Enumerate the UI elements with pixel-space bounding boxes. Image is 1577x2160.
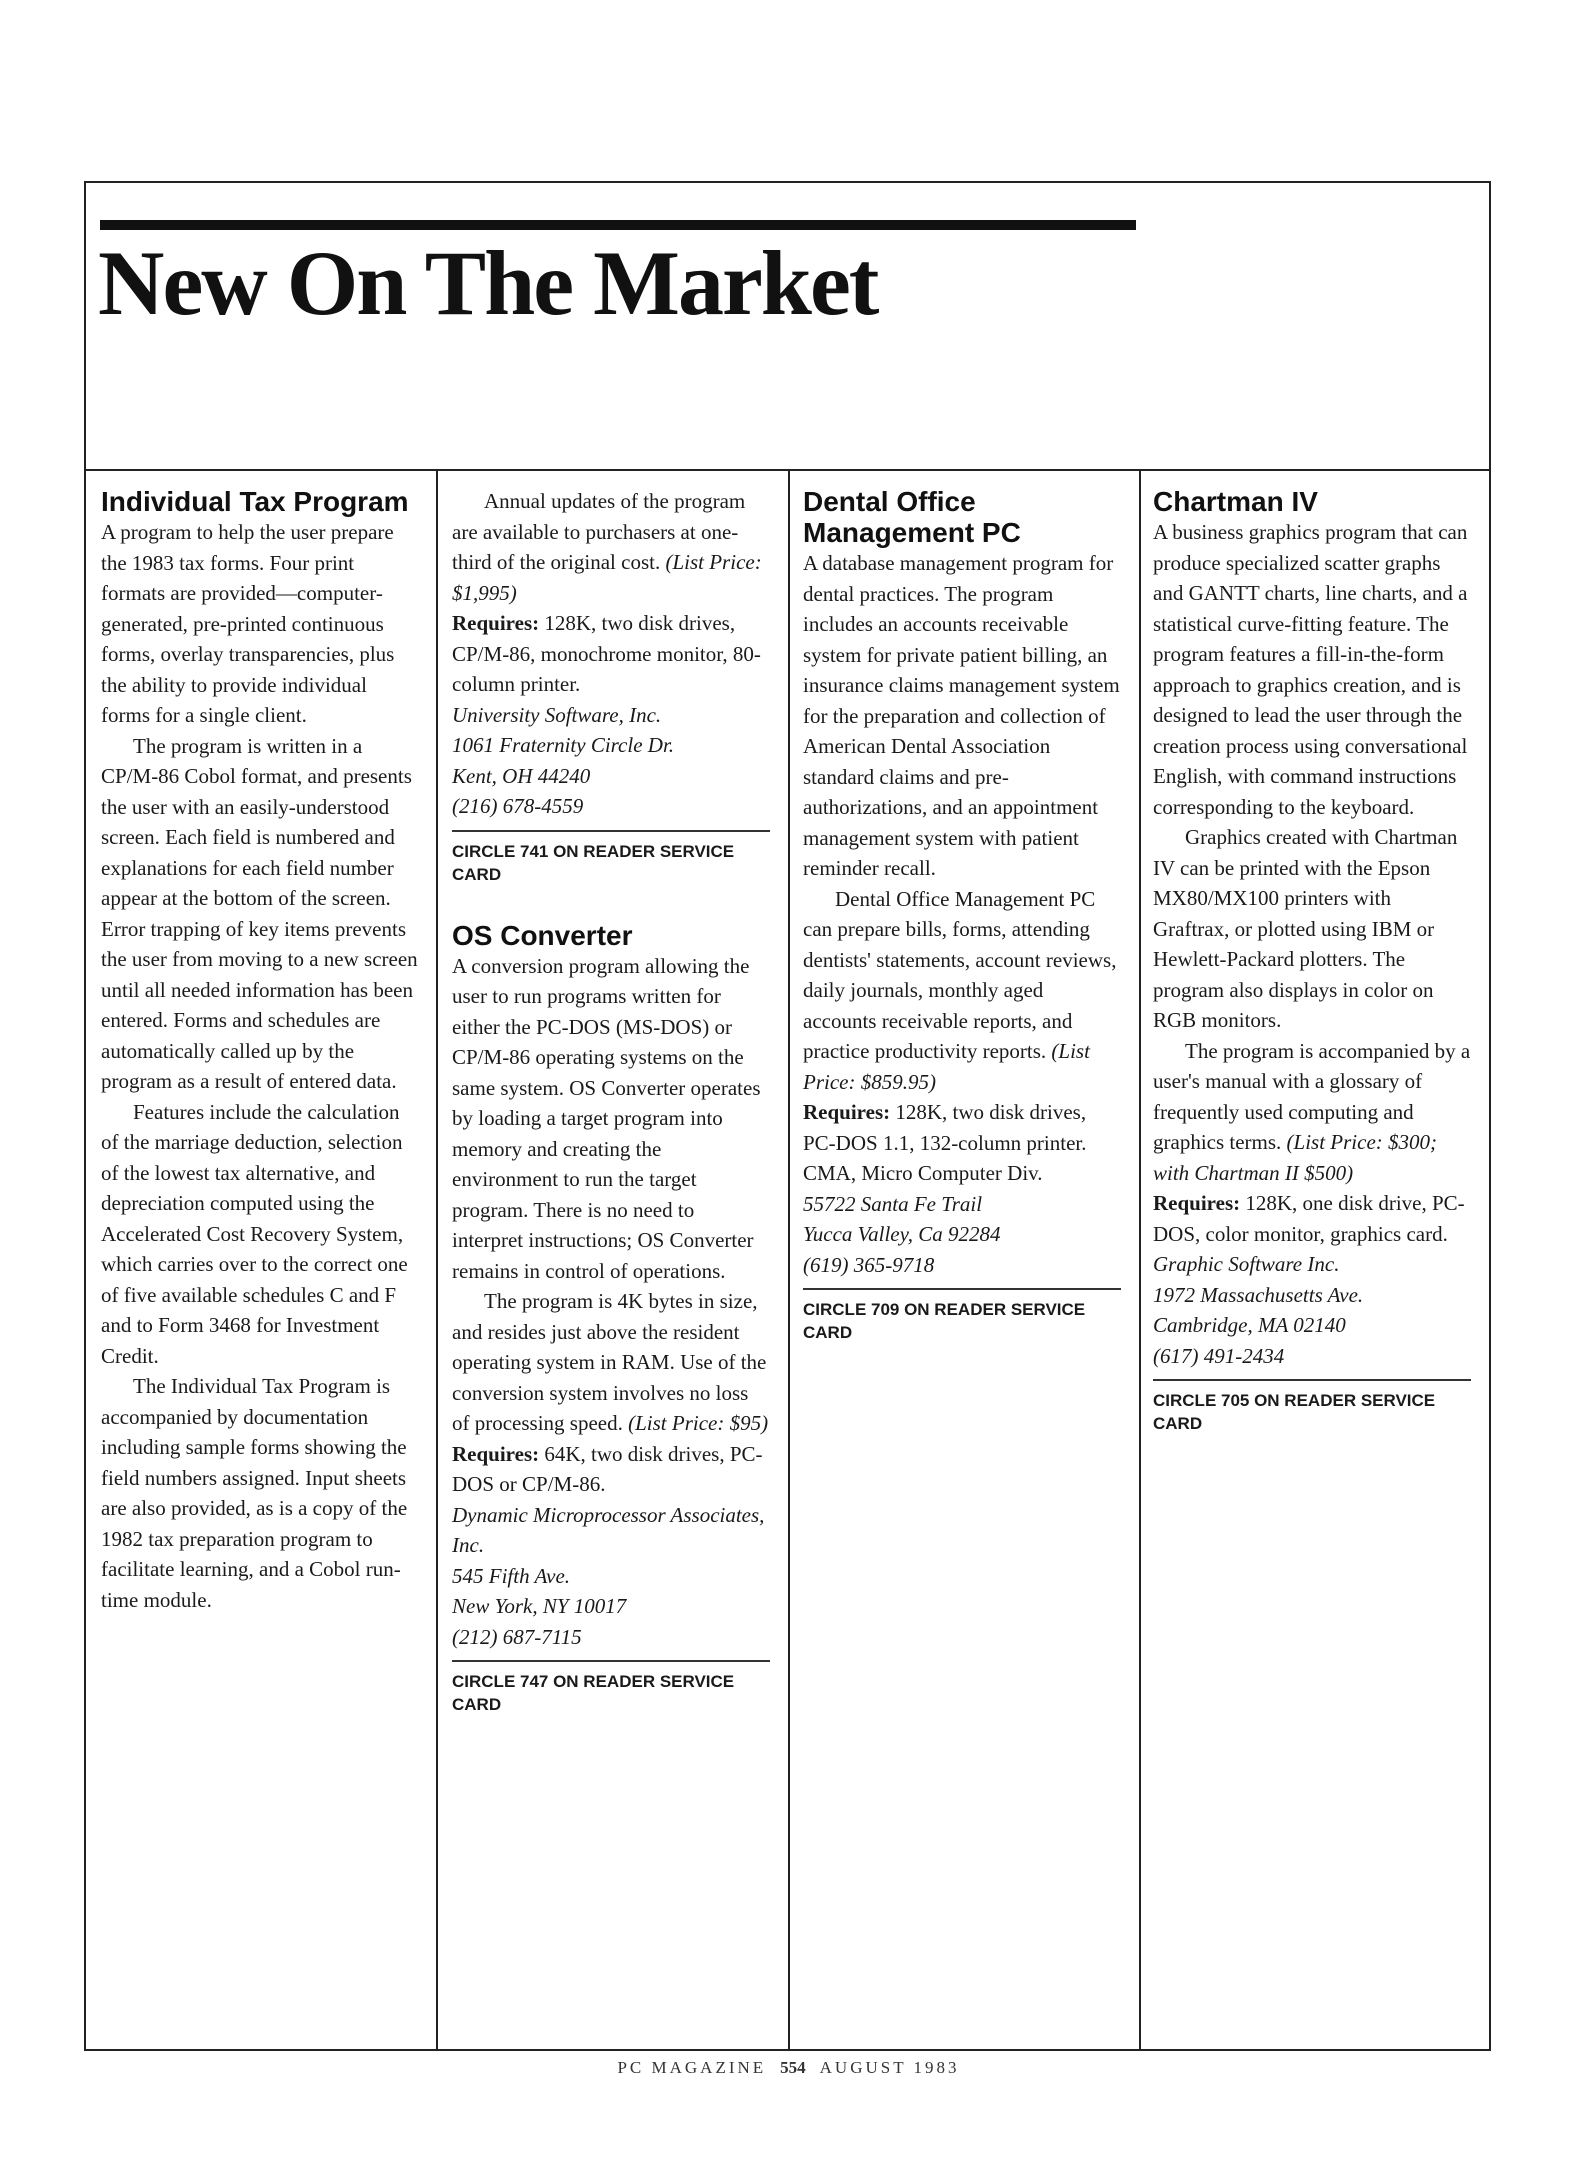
vendor-phone: (216) 678-4559 — [452, 794, 584, 818]
list-price: (List Price: $1,995) — [452, 550, 762, 605]
column-divider — [788, 471, 790, 2051]
article-paragraph: Graphics created with Chartman IV can be printed with the Epson MX80/MX100 printers with Graftrax, or plotted using IBM or Hewlett-Packard plotters. The program also displays in color on RGB monitors. — [1153, 825, 1458, 1032]
article-paragraph: Features include the calculation of the marriage deduction, selection of the lowest tax alternative, and depreciation computed using the Accelerated Cost Recovery System, which carries over to the correct one of five available schedules C and F and to Form 3468 for Investment Credit. — [101, 1099, 408, 1368]
reader-service-rule — [1153, 1379, 1471, 1435]
article-title: Chartman IV — [1153, 486, 1318, 517]
requirements — [452, 608, 770, 700]
page-title: New On The Market — [98, 232, 878, 334]
vendor-name: Dynamic Microprocessor Associates, Inc. — [452, 1502, 765, 1557]
vendor-phone: (212) 687-7115 — [452, 1624, 582, 1649]
vendor-address: Yucca Valley, Ca 92284 — [803, 1222, 1001, 1246]
requires-label: Requires: — [452, 611, 540, 635]
article-paragraph: A program to help the user prepare the 1983 tax forms. Four print formats are provided—computer-generated, pre-printed continuous forms, overlay transparencies, plus the ability to provide individual forms for a single client. — [101, 520, 395, 727]
article-paragraph — [452, 1286, 770, 1439]
reader-service-rule — [803, 1288, 1121, 1344]
footer-page-number: 554 — [780, 2058, 806, 2077]
list-price: (List Price: $300; with Chartman II $500) — [1153, 1130, 1438, 1185]
requires-text: 64K, two disk drives, PC-DOS or CP/M-86. — [452, 1441, 763, 1496]
vendor-name: Graphic Software Inc. — [1153, 1252, 1340, 1276]
requires-label: Requires: — [1153, 1191, 1241, 1215]
requirements — [1153, 1188, 1471, 1249]
list-price: (List Price: $859.95) — [803, 1039, 1090, 1094]
page-footer — [0, 2058, 1577, 2078]
requires-label: Requires: — [803, 1100, 891, 1124]
requires-text: 128K, two disk drives, CP/M-86, monochrome monitor, 80-column printer. — [452, 611, 761, 696]
vendor-address: 1972 Massachusetts Ave. — [1153, 1282, 1364, 1307]
reader-service-circle: CIRCLE 741 ON READER SERVICE CARD — [452, 841, 735, 884]
requires-label: Requires: — [452, 1441, 540, 1466]
vendor-address: New York, NY 10017 — [452, 1594, 627, 1618]
vendor-address: Kent, OH 44240 — [452, 763, 591, 788]
requirements — [452, 1439, 770, 1500]
article-paragraph: The program is written in a CP/M-86 Cobol format, and presents the user with an easily-understood screen. Each field is numbered and explanations for each field number appear at the bottom of the screen. Error trapping of key items prevents the user from moving to a new screen until all needed information has been entered. Forms and schedules are automatically called up by the program as a result of entered data. — [101, 733, 418, 1093]
vendor-phone: (619) 365-9718 — [803, 1252, 935, 1277]
paragraph-text: The program is 4K bytes in size, and resides just above the resident operating system in RAM. Use of the conversion system involves no loss of processing speed. — [452, 1289, 767, 1435]
article-title: Dental Office Management PC — [803, 486, 1021, 548]
paragraph-text: Annual updates of the program are available to purchasers at one-third of the original cost. — [452, 489, 746, 574]
list-price: (List Price: $95) — [628, 1411, 769, 1435]
requirements — [803, 1097, 1121, 1158]
column-individual-tax-program — [101, 486, 419, 1615]
vendor-address: Cambridge, MA 02140 — [1153, 1313, 1346, 1337]
article-paragraph: A database management program for dental practices. The program includes an accounts receivable system for private patient billing, an insurance claims management system for the preparation and collection of American Dental Association standard claims and pre-authorizations, and an appointment management system with patient reminder recall. — [803, 551, 1120, 880]
article-paragraph — [452, 486, 770, 608]
column-divider — [436, 471, 438, 2051]
article-paragraph — [803, 884, 1121, 1098]
footer-magazine: PC MAGAZINE — [617, 2058, 767, 2077]
vendor-name: University Software, Inc. — [452, 702, 662, 727]
footer-date: AUGUST 1983 — [819, 2058, 960, 2077]
paragraph-text: Dental Office Management PC can prepare bills, forms, attending dentists' statements, account reviews, daily journals, monthly aged accounts receivable reports, and practice productivity reports. — [803, 886, 1117, 1063]
title-rule-bar — [100, 220, 1136, 230]
reader-service-circle: CIRCLE 709 ON READER SERVICE CARD — [803, 1300, 1086, 1342]
paragraph-text: The program is accompanied by a user's manual with a glossary of frequently used computing and graphics terms. — [1153, 1038, 1471, 1154]
vendor-address: 55722 Santa Fe Trail — [803, 1191, 983, 1216]
vendor-name: CMA, Micro Computer Div. — [803, 1161, 1043, 1185]
vendor-address: 1061 Fraternity Circle Dr. — [452, 733, 675, 757]
article-paragraph — [1153, 1036, 1471, 1189]
reader-service-circle: CIRCLE 747 ON READER SERVICE CARD — [452, 1672, 735, 1714]
article-paragraph: A conversion program allowing the user to run programs written for either the PC-DOS (MS-DOS) or CP/M-86 operating systems on the same system. OS Converter operates by loading a target program into memory and creating the environment to run the target program. There is no need to interpret instructions; OS Converter remains in control of operations. — [452, 953, 761, 1283]
article-paragraph: A business graphics program that can produce specialized scatter graphs and GANTT charts, line charts, and a statistical curve-fitting feature. The program features a fill-in-the-form approach to graphics creation, and is designed to lead the user through the creation process using conversational English, with command instructions corresponding to the keyboard. — [1153, 520, 1468, 819]
requires-text: 128K, two disk drives, PC-DOS 1.1, 132-column printer. — [803, 1100, 1087, 1155]
article-title: Individual Tax Program — [101, 486, 409, 517]
article-paragraph: The Individual Tax Program is accompanied by documentation including sample forms showing the field numbers assigned. Input sheets are also provided, as is a copy of the 1982 tax preparation program to facilitate learning, and a Cobol run-time module. — [101, 1374, 408, 1612]
column-os-converter — [452, 486, 770, 1716]
vendor-address: 545 Fifth Ave. — [452, 1563, 571, 1588]
column-dental-office-management — [803, 486, 1121, 1344]
column-divider — [1139, 471, 1141, 2051]
vendor-phone: (617) 491-2434 — [1153, 1343, 1285, 1368]
requires-text: 128K, one disk drive, PC-DOS, color monitor, graphics card. — [1153, 1191, 1465, 1246]
reader-service-rule — [452, 830, 770, 886]
column-chartman-iv — [1153, 486, 1471, 1435]
reader-service-rule — [452, 1660, 770, 1716]
article-title: OS Converter — [452, 919, 633, 951]
reader-service-circle: CIRCLE 705 ON READER SERVICE CARD — [1153, 1391, 1436, 1433]
